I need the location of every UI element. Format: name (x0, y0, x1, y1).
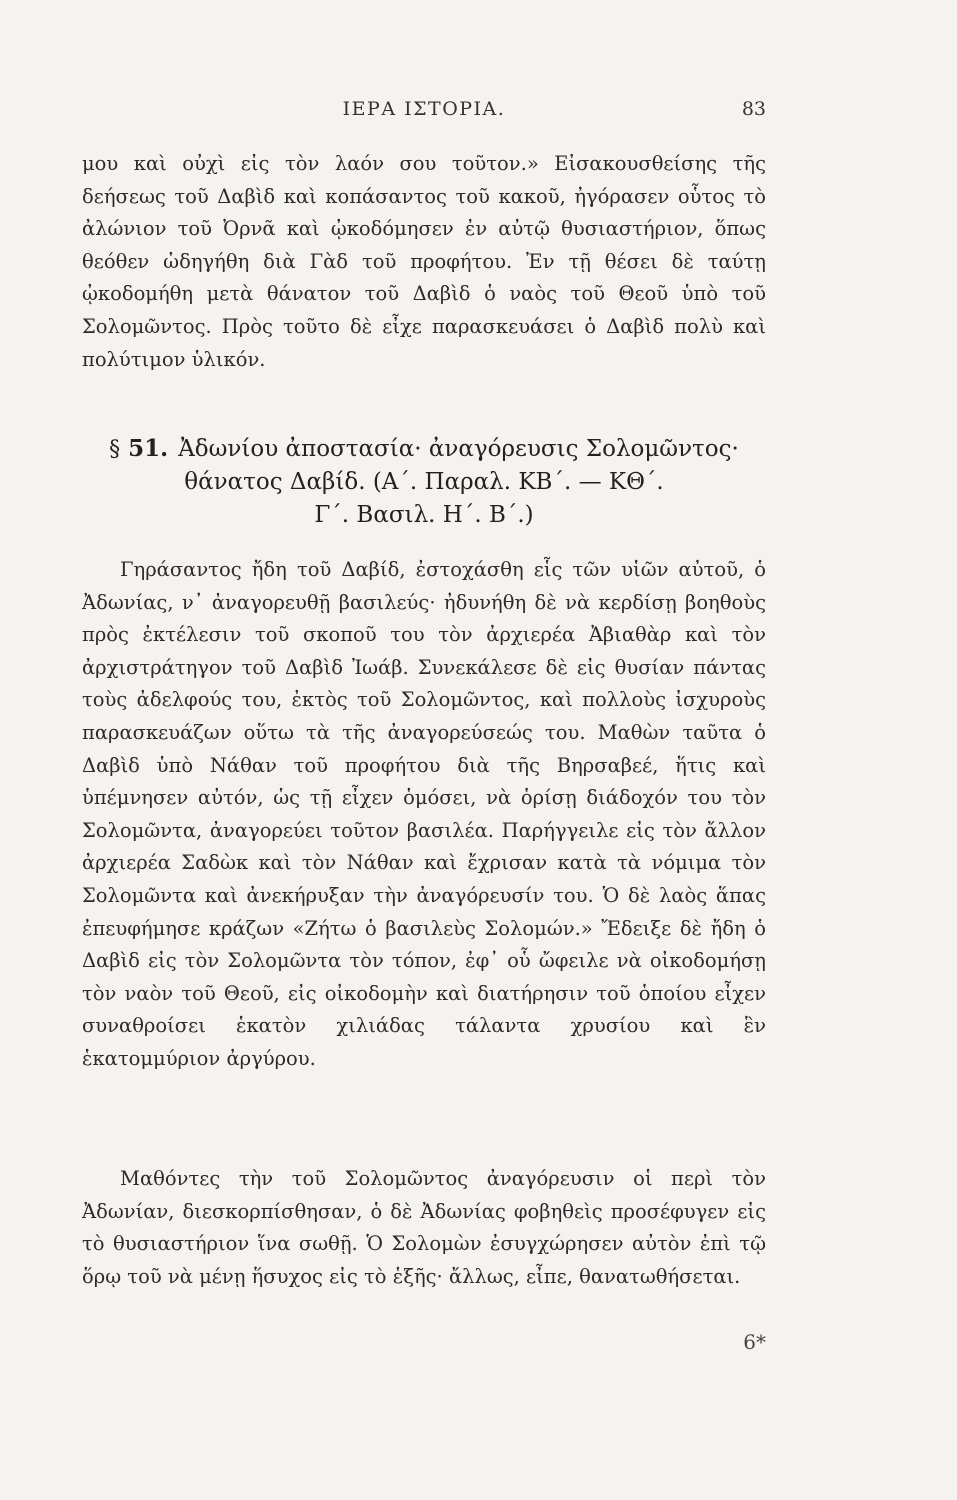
section-heading-line-3: Γ΄. Βασιλ. Η΄. Β΄.) (314, 502, 534, 528)
section-number: 51. (128, 435, 169, 462)
closing-paragraph-text: Μαθόντες τὴν τοῦ Σολομῶντος ἀναγόρευσιν οἱ περὶ τὸν Ἀδωνίαν, διεσκορπίσθησαν, ὁ δὲ Ἀδωνίας φοβηθεὶς προσέφυγεν εἰς τὸ θυσιαστήριον ἵνα σωθῇ. Ὁ Σολομὼν ἐσυγχώρησεν αὐτὸν ἐπὶ τῷ ὅρῳ τοῦ νὰ μένῃ ἥσυχος εἰς τὸ ἑξῆς· ἄλλως, εἶπε, θανατωθήσεται. (82, 1167, 766, 1288)
section-mark: § (109, 437, 121, 462)
running-head (82, 98, 766, 132)
book-page (82, 0, 766, 1500)
main-paragraph (82, 554, 766, 1076)
signature-mark: 6* (743, 1330, 766, 1354)
section-title-1: Ἀδωνίου ἀποστασία· ἀναγόρευσις Σολομῶντος· (178, 436, 739, 462)
running-title: ΙΕΡΑ ΙΣΤΟΡΙΑ. (342, 98, 506, 120)
page-number: 83 (741, 98, 766, 120)
main-paragraph-text: Γηράσαντος ἤδη τοῦ Δαβίδ, ἐστοχάσθη εἷς τῶν υἱῶν αὐτοῦ, ὁ Ἀδωνίας, ν᾿ ἀναγορευθῇ βασιλεύς· ἠδυνήθη δὲ νὰ κερδίσῃ βοηθοὺς πρὸς ἐκτέλεσιν τοῦ σκοποῦ του τὸν ἀρχιερέα Ἀβιαθὰρ καὶ τὸν ἀρχιστράτηγον τοῦ Δαβὶδ Ἰωάβ. Συνεκάλεσε δὲ εἰς θυσίαν πάντας τοὺς ἀδελφούς του, ἐκτὸς τοῦ Σολομῶντος, καὶ πολλοὺς ἰσχυροὺς παρασκευάζων οὕτω τὰ τῆς ἀναγορεύσεώς του. Μαθὼν ταῦτα ὁ Δαβὶδ ὑπὸ Νάθαν τοῦ προφήτου διὰ τῆς Βηρσαβεέ, ἥτις καὶ ὑπέμνησεν αὐτόν, ὡς τῇ εἶχεν ὁμόσει, νὰ ὁρίσῃ διάδοχόν του τὸν Σολομῶντα, ἀναγορεύει τοῦτον βασιλέα. Παρήγγειλε εἰς τὸν ἄλλον ἀρχιερέα Σαδὼκ καὶ τὸν Νάθαν καὶ ἔχρισαν κατὰ τὰ νόμιμα τὸν Σολομῶντα καὶ ἀνεκήρυξαν τὴν ἀναγόρευσίν του. Ὁ δὲ λαὸς ἅπας ἐπευφήμησε κράζων «Ζήτω ὁ βασιλεὺς Σολομών.» Ἔδειξε δὲ ἤδη ὁ Δαβὶδ εἰς τὸν Σολομῶντα τὸν τόπον, ἐφ᾿ οὗ ὤφειλε νὰ οἰκοδομήσῃ τὸν ναὸν τοῦ Θεοῦ, εἰς οἰκοδομὴν καὶ διατήρησιν τοῦ ὁποίου εἶχεν συναθροίσει ἑκατὸν χιλιάδας τάλαντα χρυσίου καὶ ἓν ἑκατομμύριον ἀργύρου. (82, 558, 766, 1070)
opening-paragraph (82, 148, 766, 376)
section-heading-line-1 (82, 432, 766, 466)
opening-paragraph-text: μου καὶ οὐχὶ εἰς τὸν λαόν σου τοῦτον.» Εἰσακουσθείσης τῆς δεήσεως τοῦ Δαβὶδ καὶ κοπάσαντος τοῦ κακοῦ, ἠγόρασεν οὗτος τὸ ἀλώνιον τοῦ Ὀρνᾶ καὶ ᾠκοδόμησεν ἐν αὐτῷ θυσιαστήριον, ὅπως θεόθεν ὡδηγήθη διὰ Γὰδ τοῦ προφήτου. Ἐν τῇ θέσει δὲ ταύτῃ ᾠκοδομήθη μετὰ θάνατον τοῦ Δαβὶδ ὁ ναὸς τοῦ Θεοῦ ὑπὸ τοῦ Σολομῶντος. Πρὸς τοῦτο δὲ εἶχε παρασκευάσει ὁ Δαβὶδ πολὺ καὶ πολύτιμον ὑλικόν. (82, 152, 766, 371)
section-heading (82, 432, 766, 532)
closing-paragraph (82, 1163, 766, 1293)
section-heading-line-2: θάνατος Δαβίδ. (Α΄. Παραλ. ΚΒ΄. — ΚΘ΄. (184, 469, 664, 495)
